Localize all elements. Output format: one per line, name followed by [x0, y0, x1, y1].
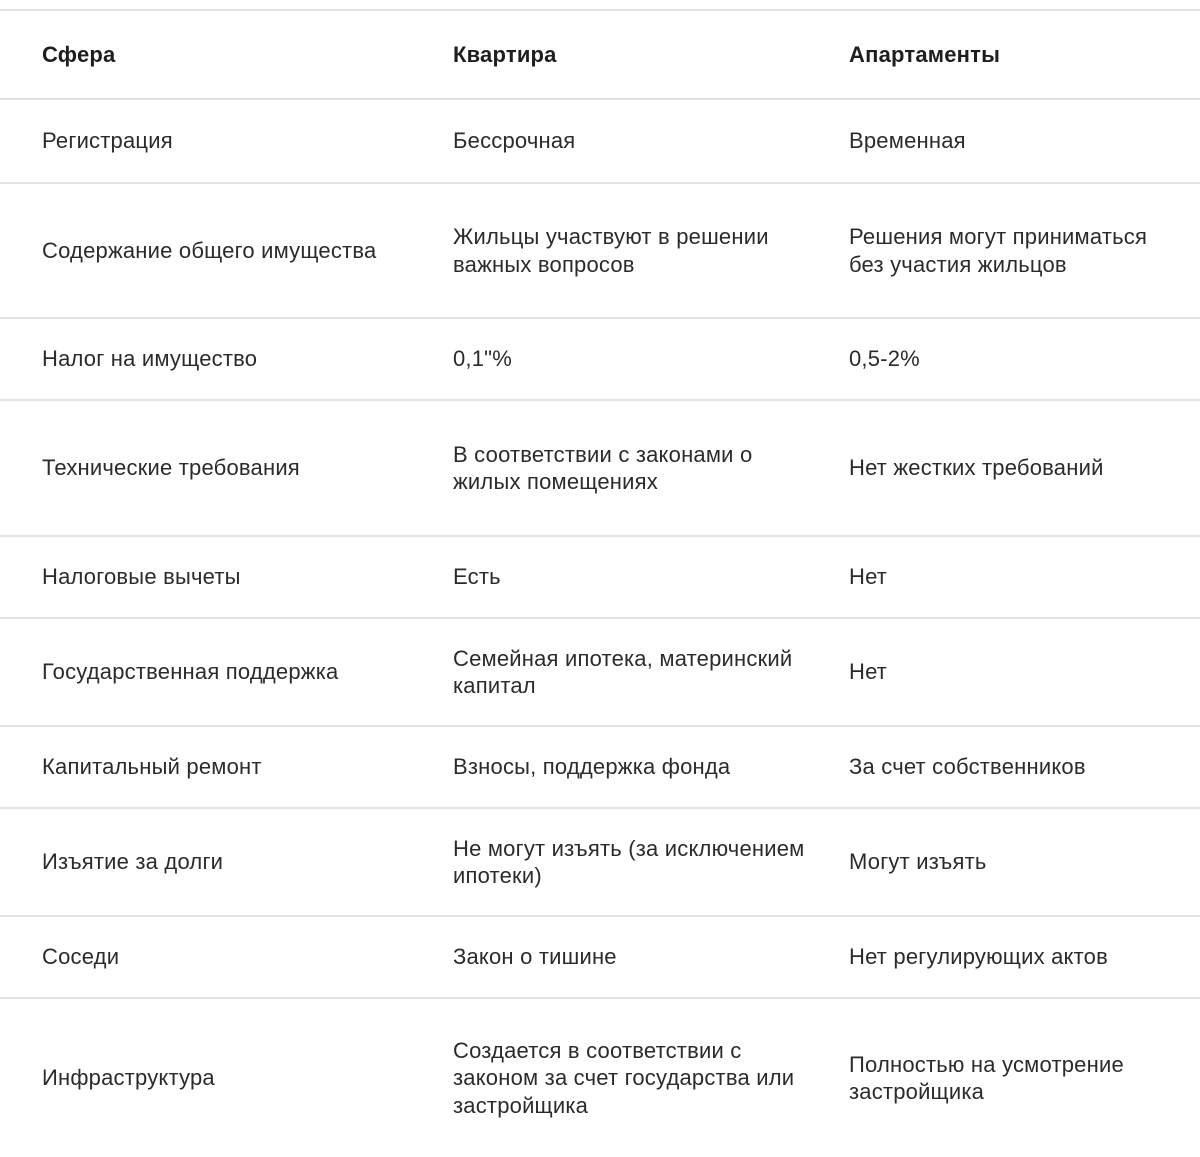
table-cell-apartment: Взносы, поддержка фонда	[453, 754, 731, 780]
table-row	[0, 184, 1200, 319]
comparison-table	[0, 9, 1200, 1157]
table-row	[0, 619, 1200, 727]
table-cell-apartment: Не могут изъять (за исключением ипотеки)	[453, 835, 805, 888]
table-cell-apartment: Жильцы участвуют в решении важных вопросов	[453, 224, 769, 277]
header-cell-sphere: Сфера	[42, 41, 116, 67]
table-cell-sphere: Государственная поддержка	[42, 659, 339, 685]
table-cell-apartments-commercial: Полностью на усмотрение застройщика	[849, 1051, 1124, 1104]
table-cell-apartments-commercial: Нет регулирующих актов	[849, 944, 1108, 970]
table-cell-sphere: Регистрация	[42, 128, 173, 154]
table-cell-sphere: Налоговые вычеты	[42, 564, 241, 590]
table-cell-apartments-commercial: За счет собственников	[849, 754, 1086, 780]
table-cell-sphere: Капитальный ремонт	[42, 754, 262, 780]
table-cell-sphere: Соседи	[42, 944, 120, 970]
header-cell-apartment: Квартира	[453, 41, 557, 67]
table-row	[0, 917, 1200, 999]
table-row	[0, 809, 1200, 917]
table-cell-apartment: В соответствии с законами о жилых помещениях	[453, 441, 753, 494]
table-row	[0, 537, 1200, 619]
table-cell-apartments-commercial: Нет	[849, 659, 888, 685]
table-row	[0, 999, 1200, 1157]
table-cell-apartments-commercial: 0,5-2%	[849, 346, 920, 372]
table-cell-sphere: Изъятие за долги	[42, 849, 224, 875]
table-cell-sphere: Содержание общего имущества	[42, 237, 377, 263]
table-cell-apartments-commercial: Нет жестких требований	[849, 455, 1104, 481]
table-cell-sphere: Технические требования	[42, 455, 300, 481]
table-cell-apartment: 0,1"%	[453, 346, 512, 372]
table-row	[0, 100, 1200, 184]
table-cell-apartment: Семейная ипотека, материнский капитал	[453, 645, 793, 698]
table-cell-sphere: Инфраструктура	[42, 1065, 215, 1091]
table-cell-apartment: Создается в соответствии с законом за счет государства или застройщика	[453, 1037, 795, 1118]
table-row	[0, 319, 1200, 401]
table-cell-apartments-commercial: Временная	[849, 128, 966, 154]
table-header-row	[0, 11, 1200, 100]
table-row	[0, 727, 1200, 809]
table-cell-apartment: Закон о тишине	[453, 944, 617, 970]
table-cell-apartment: Есть	[453, 564, 501, 590]
table-cell-apartment: Бессрочная	[453, 128, 576, 154]
header-cell-apartments-commercial: Апартаменты	[849, 41, 1001, 67]
table-cell-apartments-commercial: Нет	[849, 564, 888, 590]
table-cell-sphere: Налог на имущество	[42, 346, 258, 372]
table-cell-apartments-commercial: Могут изъять	[849, 849, 987, 875]
table-cell-apartments-commercial: Решения могут приниматься без участия жильцов	[849, 224, 1148, 277]
table-row	[0, 401, 1200, 537]
